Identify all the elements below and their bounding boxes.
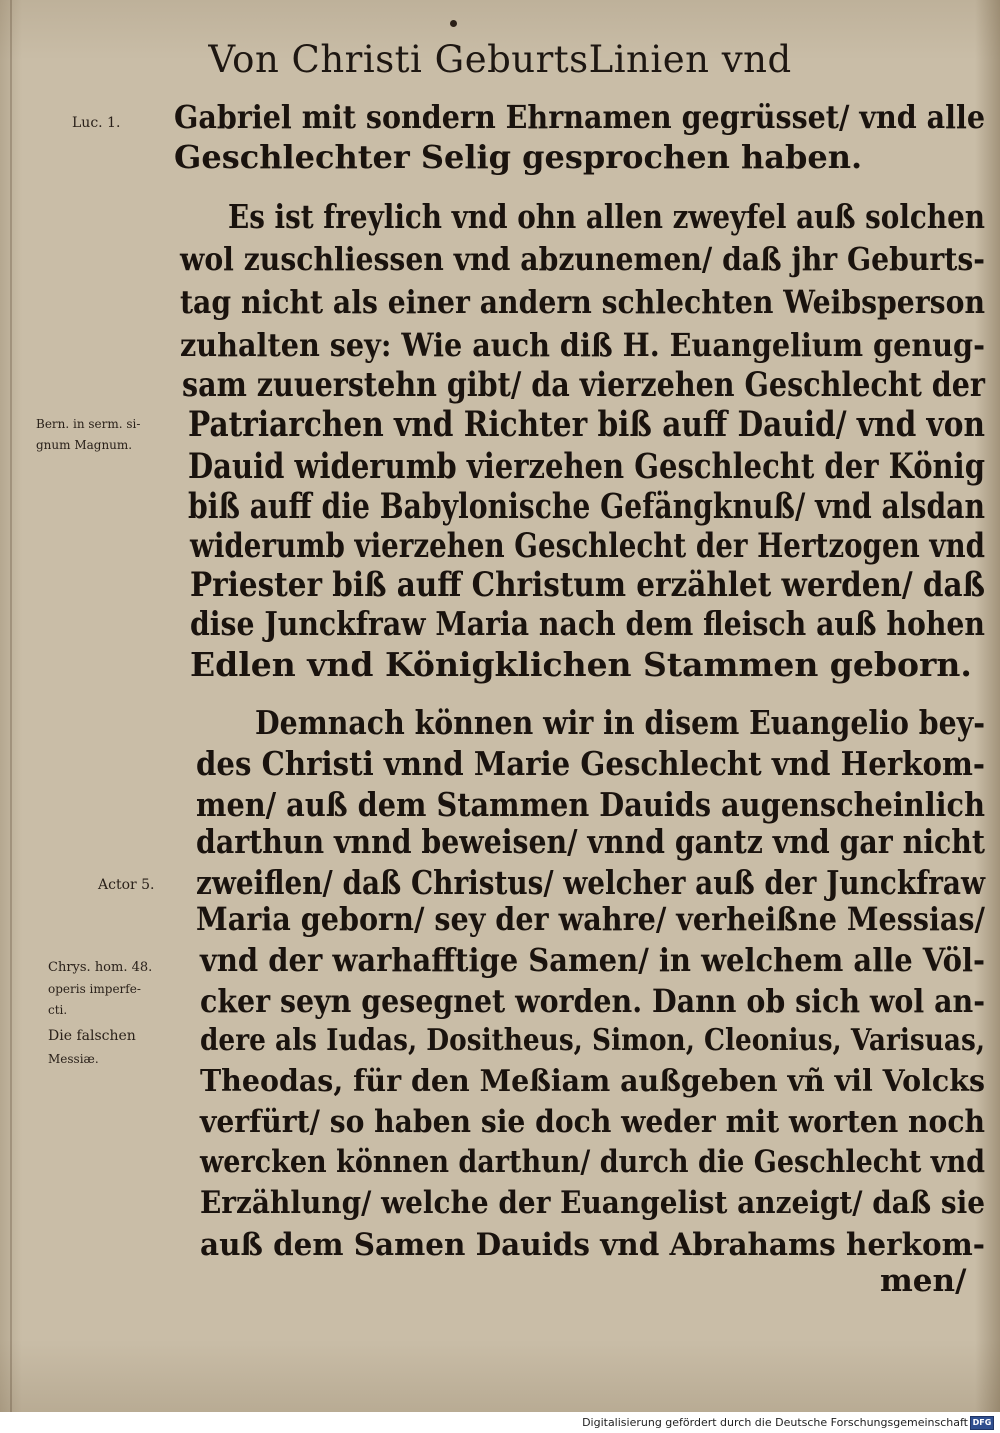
margin-note-bern-2: gnum Magnum.	[36, 438, 133, 452]
text-line: Priester biß auff Christum erzählet werden/ daß	[190, 565, 985, 605]
text-line: darthun vnnd beweisen/ vnnd gantz vnd gar nicht	[196, 822, 985, 861]
text-line: Edlen vnd Königklichen Stammen geborn.	[190, 645, 972, 684]
funding-notice: Digitalisierung gefördert durch die Deutsche Forschungsgemeinschaft	[582, 1416, 968, 1429]
text-line: men/	[880, 1263, 967, 1299]
text-line: verfürt/ so haben sie doch weder mit worten noch	[200, 1104, 985, 1140]
text-line: auß dem Samen Dauids vnd Abrahams herkom-	[200, 1227, 985, 1263]
margin-note-chrys-1: Chrys. hom. 48.	[48, 960, 153, 975]
text-line: widerumb vierzehen Geschlecht der Hertzogen vnd	[190, 526, 985, 566]
text-line: men/ auß dem Stammen Dauids augenscheinlich	[196, 785, 985, 824]
text-line: biß auff die Babylonische Gefängknuß/ vnd alsdan	[188, 486, 985, 527]
margin-note-messiae: Messiæ.	[48, 1052, 99, 1066]
ink-dot	[450, 20, 457, 27]
margin-note-chrys-2: operis imperfe-	[48, 982, 141, 996]
text-line: wol zuschliessen vnd abzunemen/ daß jhr Geburts-	[180, 240, 985, 278]
text-line: Gabriel mit sondern Ehrnamen gegrüsset/ vnd alle	[174, 98, 985, 136]
text-line: zuhalten sey: Wie auch diß H. Euangelium genug-	[180, 326, 985, 364]
text-line: dise Junckfraw Maria nach dem fleisch auß hohen	[190, 604, 985, 643]
text-line: Demnach können wir in disem Euangelio bey-	[255, 703, 985, 742]
margin-note-luc: Luc. 1.	[72, 115, 121, 131]
text-line: dere als Iudas, Dositheus, Simon, Cleonius, Varisuas,	[200, 1023, 985, 1058]
text-line: sam zuuerstehn gibt/ da vierzehen Geschlecht der	[182, 365, 985, 405]
text-line: Dauid widerumb vierzehen Geschlecht der König	[188, 446, 985, 487]
margin-note-falschen: Die falschen	[48, 1028, 136, 1044]
text-line: tag nicht als einer andern schlechten Weibsperson	[180, 283, 985, 321]
text-line: Es ist freylich vnd ohn allen zweyfel auß solchen	[228, 197, 985, 236]
text-line: wercken können darthun/ durch die Geschlecht vnd	[200, 1144, 985, 1180]
footer-bar	[0, 1412, 1000, 1433]
running-head: Von Christi GeburtsLinien vnd	[208, 38, 792, 81]
text-line: Geschlechter Selig gesprochen haben.	[174, 138, 863, 176]
text-line: cker seyn gesegnet worden. Dann ob sich wol an-	[200, 982, 985, 1020]
margin-note-bern-1: Bern. in serm. si-	[36, 417, 141, 431]
text-line: zweiflen/ daß Christus/ welcher auß der Junckfraw	[196, 863, 985, 902]
text-line: Maria geborn/ sey der wahre/ verheißne Messias/	[196, 900, 985, 938]
dfg-logo-icon: DFG	[970, 1416, 994, 1430]
text-line: Patriarchen vnd Richter biß auff Dauid/ vnd von	[188, 404, 985, 445]
margin-note-chrys-3: cti.	[48, 1003, 68, 1017]
text-line: Theodas, für den Meßiam außgeben vñ vil Volcks	[200, 1064, 985, 1099]
text-line: vnd der warhafftige Samen/ in welchem alle Völ-	[200, 941, 985, 979]
text-line: Erzählung/ welche der Euangelist anzeigt/ daß sie	[200, 1185, 985, 1221]
gutter-shadow	[10, 0, 12, 1412]
text-line: des Christi vnnd Marie Geschlecht vnd Herkom-	[196, 744, 985, 783]
margin-note-actor: Actor 5.	[98, 877, 155, 893]
